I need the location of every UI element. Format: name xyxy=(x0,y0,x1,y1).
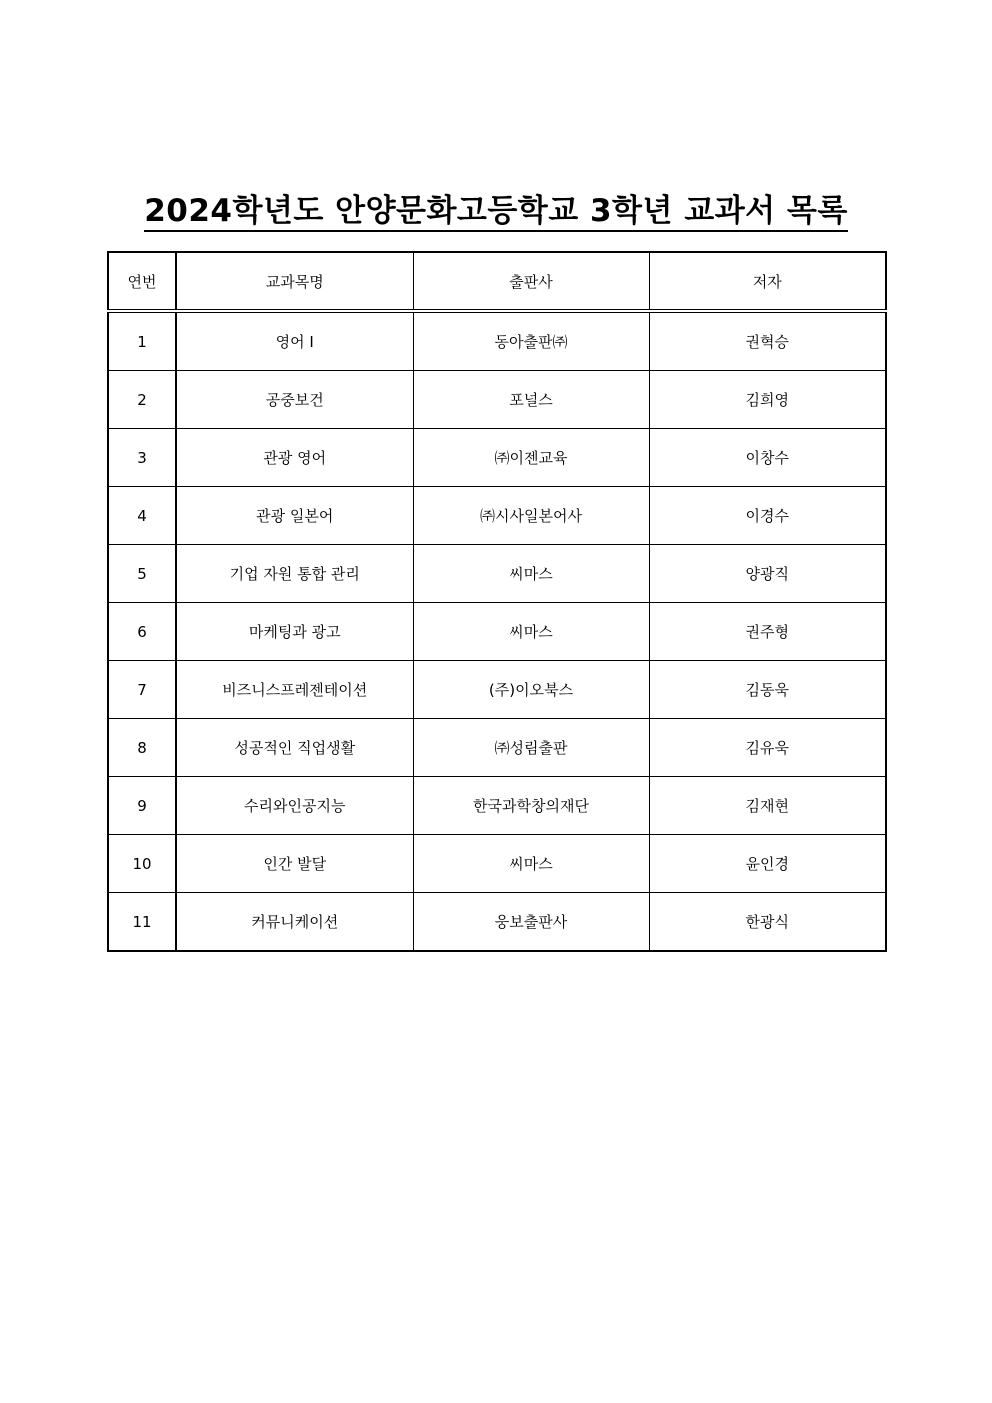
table-row xyxy=(108,545,886,603)
header-number: 연번 xyxy=(108,252,176,311)
cell-subject: 관광 일본어 xyxy=(176,487,413,545)
cell-subject: 관광 영어 xyxy=(176,429,413,487)
cell-number: 5 xyxy=(108,545,176,603)
cell-author: 김유욱 xyxy=(649,719,886,777)
cell-author: 양광직 xyxy=(649,545,886,603)
cell-publisher: 동아출판㈜ xyxy=(413,311,649,371)
cell-subject: 인간 발달 xyxy=(176,835,413,893)
cell-subject: 공중보건 xyxy=(176,371,413,429)
cell-number: 8 xyxy=(108,719,176,777)
cell-author: 윤인경 xyxy=(649,835,886,893)
cell-number: 6 xyxy=(108,603,176,661)
cell-author: 이창수 xyxy=(649,429,886,487)
cell-number: 7 xyxy=(108,661,176,719)
cell-subject: 기업 자원 통합 관리 xyxy=(176,545,413,603)
cell-number: 11 xyxy=(108,893,176,952)
table-row xyxy=(108,311,886,371)
cell-author: 이경수 xyxy=(649,487,886,545)
cell-number: 10 xyxy=(108,835,176,893)
cell-author: 김재현 xyxy=(649,777,886,835)
page-title xyxy=(0,189,992,233)
table-row xyxy=(108,371,886,429)
textbook-list-table xyxy=(107,251,887,952)
table-row xyxy=(108,777,886,835)
cell-publisher: ㈜성림출판 xyxy=(413,719,649,777)
table-row xyxy=(108,603,886,661)
cell-author: 권혁승 xyxy=(649,311,886,371)
table-row xyxy=(108,719,886,777)
header-publisher: 출판사 xyxy=(413,252,649,311)
cell-author: 김동욱 xyxy=(649,661,886,719)
cell-publisher: 포널스 xyxy=(413,371,649,429)
cell-subject: 영어 I xyxy=(176,311,413,371)
cell-publisher: 씨마스 xyxy=(413,603,649,661)
cell-subject: 수리와인공지능 xyxy=(176,777,413,835)
cell-subject: 마케팅과 광고 xyxy=(176,603,413,661)
page-title-text: 2024학년도 안양문화고등학교 3학년 교과서 목록 xyxy=(144,193,848,232)
cell-publisher: 씨마스 xyxy=(413,835,649,893)
cell-publisher: 웅보출판사 xyxy=(413,893,649,952)
cell-publisher: 씨마스 xyxy=(413,545,649,603)
table-row xyxy=(108,487,886,545)
header-author: 저자 xyxy=(649,252,886,311)
cell-number: 4 xyxy=(108,487,176,545)
cell-number: 3 xyxy=(108,429,176,487)
cell-author: 한광식 xyxy=(649,893,886,952)
cell-publisher: ㈜이젠교육 xyxy=(413,429,649,487)
cell-publisher: (주)이오북스 xyxy=(413,661,649,719)
cell-publisher: ㈜시사일본어사 xyxy=(413,487,649,545)
table-row xyxy=(108,893,886,952)
cell-subject: 비즈니스프레젠테이션 xyxy=(176,661,413,719)
table-header-row xyxy=(108,252,886,311)
table-row xyxy=(108,661,886,719)
cell-publisher: 한국과학창의재단 xyxy=(413,777,649,835)
cell-author: 김희영 xyxy=(649,371,886,429)
cell-number: 2 xyxy=(108,371,176,429)
header-subject: 교과목명 xyxy=(176,252,413,311)
cell-author: 권주형 xyxy=(649,603,886,661)
cell-subject: 성공적인 직업생활 xyxy=(176,719,413,777)
table-row xyxy=(108,429,886,487)
cell-subject: 커뮤니케이션 xyxy=(176,893,413,952)
cell-number: 9 xyxy=(108,777,176,835)
cell-number: 1 xyxy=(108,311,176,371)
table-row xyxy=(108,835,886,893)
